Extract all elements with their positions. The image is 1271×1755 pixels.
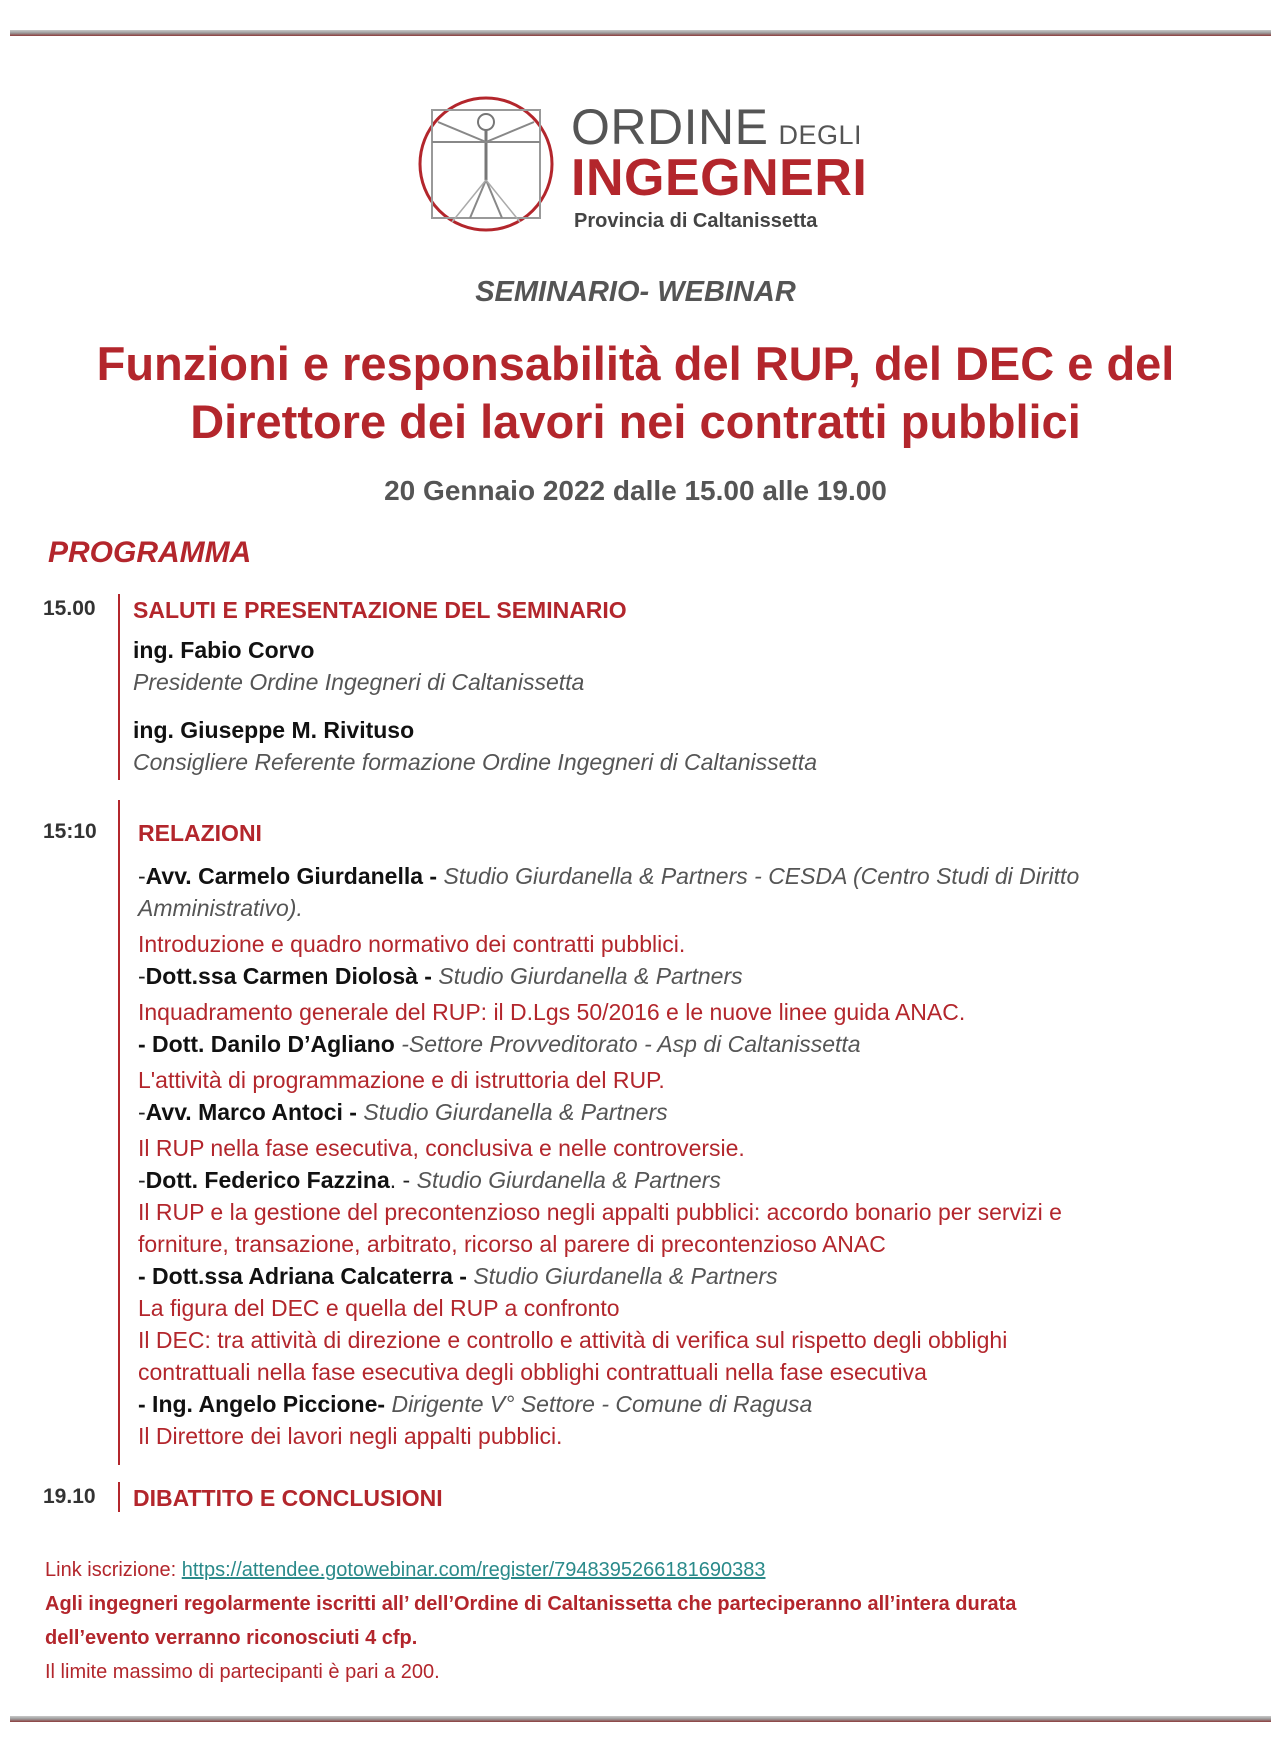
section-divider	[118, 800, 120, 1465]
topic: forniture, transazione, arbitrato, ricorso al parere di precontenzioso ANAC	[138, 1231, 886, 1257]
section-title-saluti: SALUTI E PRESENTAZIONE DEL SEMINARIO	[133, 597, 627, 623]
participant-limit: Il limite massimo di partecipanti è pari a 200.	[45, 1661, 440, 1683]
programma-heading: PROGRAMMA	[48, 536, 252, 569]
logo-text-ingegneri: INGEGNERI	[571, 149, 868, 207]
topic: Il Direttore dei lavori negli appalti pubblici.	[138, 1423, 563, 1449]
section-title-relazioni: RELAZIONI	[138, 820, 262, 846]
speaker-giurdanella: -Avv. Carmelo Giurdanella - Studio Giurdanella & Partners - CESDA (Centro Studi di Diritto	[138, 863, 1080, 889]
section-title-dibattito: DIBATTITO E CONCLUSIONI	[133, 1485, 443, 1511]
topic: Il RUP e la gestione del precontenzioso negli appalti pubblici: accordo bonario per servizi e	[138, 1199, 1062, 1225]
logo-text-provincia: Provincia di Caltanissetta	[574, 210, 818, 232]
top-rule	[10, 30, 1271, 36]
bottom-rule	[10, 1716, 1271, 1722]
vitruvian-man-icon	[418, 92, 568, 242]
link-label: Link iscrizione:	[45, 1559, 182, 1581]
footer-info	[45, 1553, 1016, 1689]
logo-text-ordine: ORDINE DEGLI	[571, 99, 862, 155]
topic: La figura del DEC e quella del RUP a confronto	[138, 1295, 620, 1321]
speaker-piccione: - Ing. Angelo Piccione- Dirigente V° Settore - Comune di Ragusa	[138, 1391, 813, 1417]
event-date: 20 Gennaio 2022 dalle 15.00 alle 19.00	[384, 475, 887, 506]
section-relazioni-list: -Avv. Carmelo Giurdanella - Studio Giurdanella & Partners - CESDA (Centro Studi di Diritto Amministrativo). Introduzione e quadro normativo dei contratti pubblici. -Dott.ssa Carmen Diolosà - Studio Giurdanella & Partners Inquadramento generale del RUP: il D.Lgs 50/2016 e le nuove linee guida ANAC. - Dott. Danilo D’Agliano -Settore Provveditorato - Asp di Caltanissetta L'attività di programmazione e di istruttoria del RUP. -Avv. Marco Antoci - Studio Giurdanella & Partners Il RUP nella fase esecutiva, conclusiva e nelle controversie. -Dott. Federico Fazzina. - Studio Giurdanella & Partners Il RUP e la gestione del precontenzioso negli appalti pubblici: accordo bonario per servizi e forniture, transazione, arbitrato, ricorso al parere di precontenzioso ANAC - Dott.ssa Adriana Calcaterra - Studio Giurdanella & Partners La figura del DEC e quella del RUP a confronto Il DEC: tra attività di direzione e controllo e attività di verifica sul rispetto degli obblighi contrattuali nella fase esecutiva degli obblighi contrattuali nella fase esecutiva - Ing. Angelo Piccione- Dirigente V° Settore - Comune di Ragusa Il Direttore dei lavori negli appalti pubblici.	[138, 860, 1079, 1452]
cfp-note: Agli ingegneri regolarmente iscritti all’ dell’Ordine di Caltanissetta che parteciperanno all’intera durata	[45, 1593, 1017, 1615]
section-divider	[118, 594, 120, 780]
section-divider	[118, 1482, 120, 1512]
topic: Il RUP nella fase esecutiva, conclusiva e nelle controversie.	[138, 1135, 745, 1161]
section-saluti-speakers: ing. Fabio Corvo Presidente Ordine Ingegneri di Caltanissetta ing. Giuseppe M. Rivituso Consigliere Referente formazione Ordine Ingegneri di Caltanissetta	[133, 637, 817, 775]
time-1510: 15:10	[43, 820, 97, 843]
topic: Il DEC: tra attività di direzione e controllo e attività di verifica sul rispetto degli obblighi	[138, 1327, 1008, 1353]
cfp-note: dell’evento verranno riconosciuti 4 cfp.	[45, 1627, 418, 1649]
speaker-antoci: -Avv. Marco Antoci - Studio Giurdanella & Partners	[138, 1099, 668, 1125]
topic: contrattuali nella fase esecutiva degli obblighi contrattuali nella fase esecutiva	[138, 1359, 927, 1385]
speaker-calcaterra: - Dott.ssa Adriana Calcaterra - Studio Giurdanella & Partners	[138, 1263, 778, 1289]
time-1910: 19.10	[43, 1485, 96, 1508]
time-1500: 15.00	[43, 597, 96, 620]
page-title: Funzioni e responsabilità del RUP, del DEC e del Direttore dei lavori nei contratti pubblici	[96, 337, 1175, 448]
logo	[418, 92, 868, 242]
speaker-diolosa: -Dott.ssa Carmen Diolosà - Studio Giurdanella & Partners	[138, 963, 743, 989]
speaker-dagliano: - Dott. Danilo D’Agliano -Settore Provveditorato - Asp di Caltanissetta	[138, 1031, 861, 1057]
registration-link[interactable]: https://attendee.gotowebinar.com/register/7948395266181690383	[181, 1559, 766, 1581]
topic: L'attività di programmazione e di istruttoria del RUP.	[138, 1067, 665, 1093]
event-type: SEMINARIO- WEBINAR	[475, 276, 796, 308]
speaker-fazzina: -Dott. Federico Fazzina. - Studio Giurdanella & Partners	[138, 1167, 721, 1193]
topic: Introduzione e quadro normativo dei contratti pubblici.	[138, 931, 686, 957]
topic: Inquadramento generale del RUP: il D.Lgs 50/2016 e le nuove linee guida ANAC.	[138, 999, 966, 1025]
